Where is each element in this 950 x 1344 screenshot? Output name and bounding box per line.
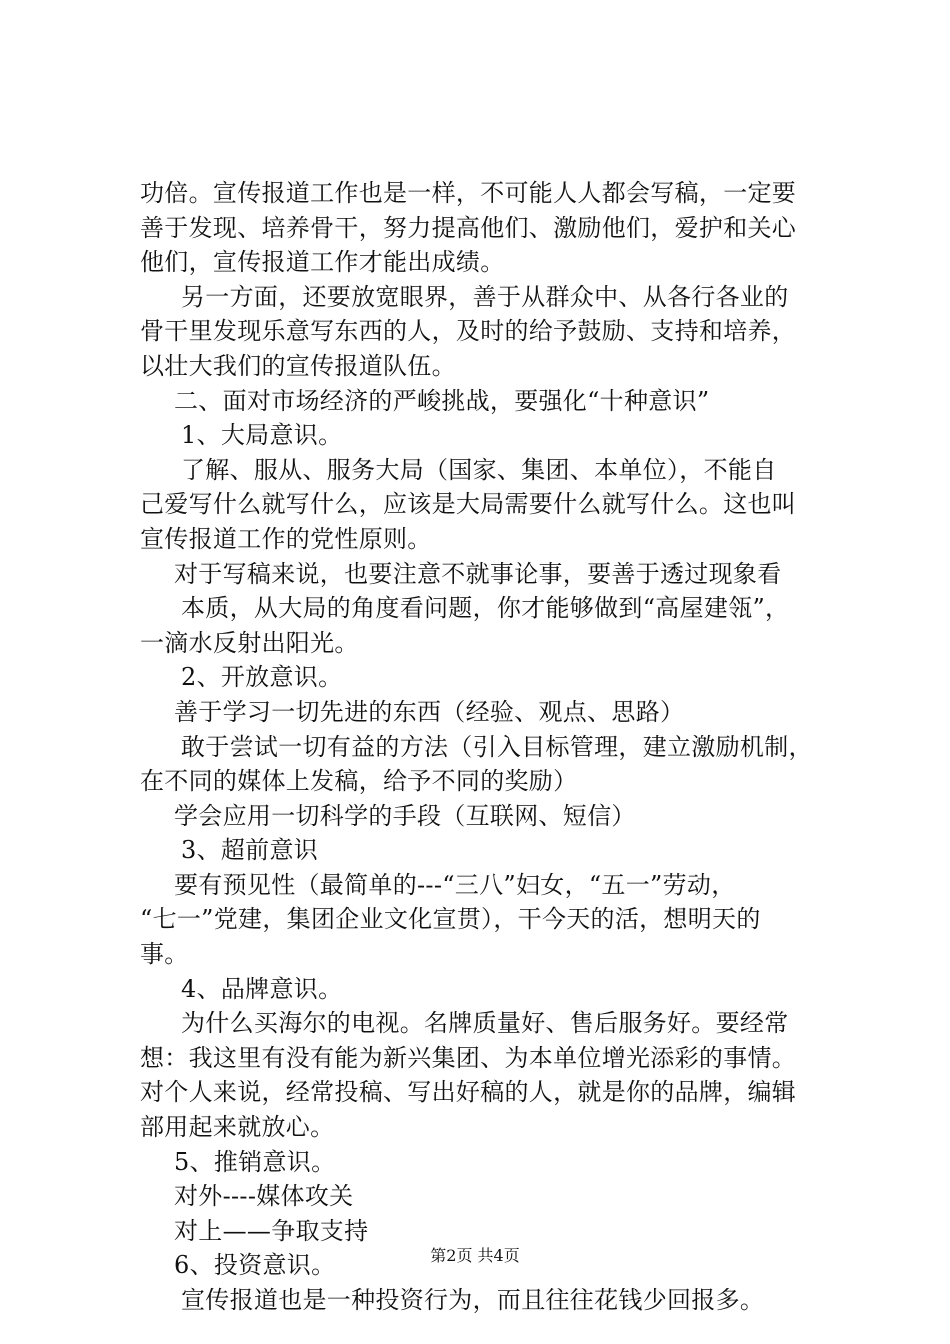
- text-line: 敢于尝试一切有益的方法（引入目标管理，建立激励机制，: [181, 732, 813, 761]
- subsection-heading: 6、投资意识。: [174, 1251, 336, 1280]
- subsection-heading: 4、品牌意识。: [181, 974, 343, 1003]
- text-line: 宣传报道也是一种投资行为，而且往往花钱少回报多。: [181, 1286, 765, 1314]
- text-line: 在不同的媒体上发稿，给予不同的奖励）: [140, 767, 578, 796]
- text-line: 为什么买海尔的电视。名牌质量好、售后服务好。要经常: [181, 1009, 789, 1038]
- text-line: 以壮大我们的宣传报道队伍。: [140, 351, 456, 380]
- page-number-footer: 第2页 共4页: [430, 1246, 520, 1265]
- text-line: 他们，宣传报道工作才能出成绩。: [140, 248, 505, 277]
- text-line: 己爱写什么就写什么，应该是大局需要什么就写什么。这也叫: [140, 490, 797, 519]
- text-line: 部用起来就放心。: [140, 1113, 335, 1142]
- text-line: 对上——争取支持: [174, 1216, 369, 1245]
- text-line: 对个人来说，经常投稿、写出好稿的人，就是你的品牌，编辑: [140, 1078, 797, 1107]
- text-line: 对于写稿来说，也要注意不就事论事，要善于透过现象看: [174, 559, 782, 588]
- text-line: 事。: [140, 940, 189, 969]
- subsection-heading: 1、大局意识。: [181, 421, 343, 450]
- subsection-heading: 2、开放意识。: [181, 663, 343, 692]
- text-line: 对外----媒体攻关: [174, 1182, 354, 1211]
- text-line: 本质，从大局的角度看问题，你才能够做到“高屋建瓴”，: [181, 594, 790, 623]
- text-line: 了解、服从、服务大局（国家、集团、本单位），不能自: [181, 455, 777, 484]
- text-line: 善于学习一切先进的东西（经验、观点、思路）: [174, 697, 685, 726]
- text-line: “七一”党建，集团企业文化宣贯），干今天的活，想明天的: [140, 905, 761, 934]
- subsection-heading: 3、超前意识: [181, 836, 319, 865]
- text-line: 要有预见性（最简单的---“三八”妇女，“五一”劳动，: [174, 870, 736, 899]
- text-line: 另一方面，还要放宽眼界，善于从群众中、从各行各业的: [181, 282, 789, 311]
- text-line: 学会应用一切科学的手段（互联网、短信）: [174, 801, 636, 830]
- text-line: 一滴水反射出阳光。: [140, 628, 359, 657]
- text-line: 善于发现、培养骨干，努力提高他们、激励他们，爱护和关心: [140, 213, 797, 242]
- text-line: 宣传报道工作的党性原则。: [140, 524, 432, 553]
- text-line: 骨干里发现乐意写东西的人，及时的给予鼓励、支持和培养，: [140, 317, 797, 346]
- text-line: 想：我这里有没有能为新兴集团、为本单位增光添彩的事情。: [140, 1043, 797, 1072]
- document-body: [140, 176, 840, 1318]
- subsection-heading: 5、推销意识。: [174, 1147, 336, 1176]
- text-line: 功倍。宣传报道工作也是一样，不可能人人都会写稿，一定要: [140, 179, 797, 207]
- section-heading: 二、面对市场经济的严峻挑战，要强化“十种意识”: [174, 386, 710, 415]
